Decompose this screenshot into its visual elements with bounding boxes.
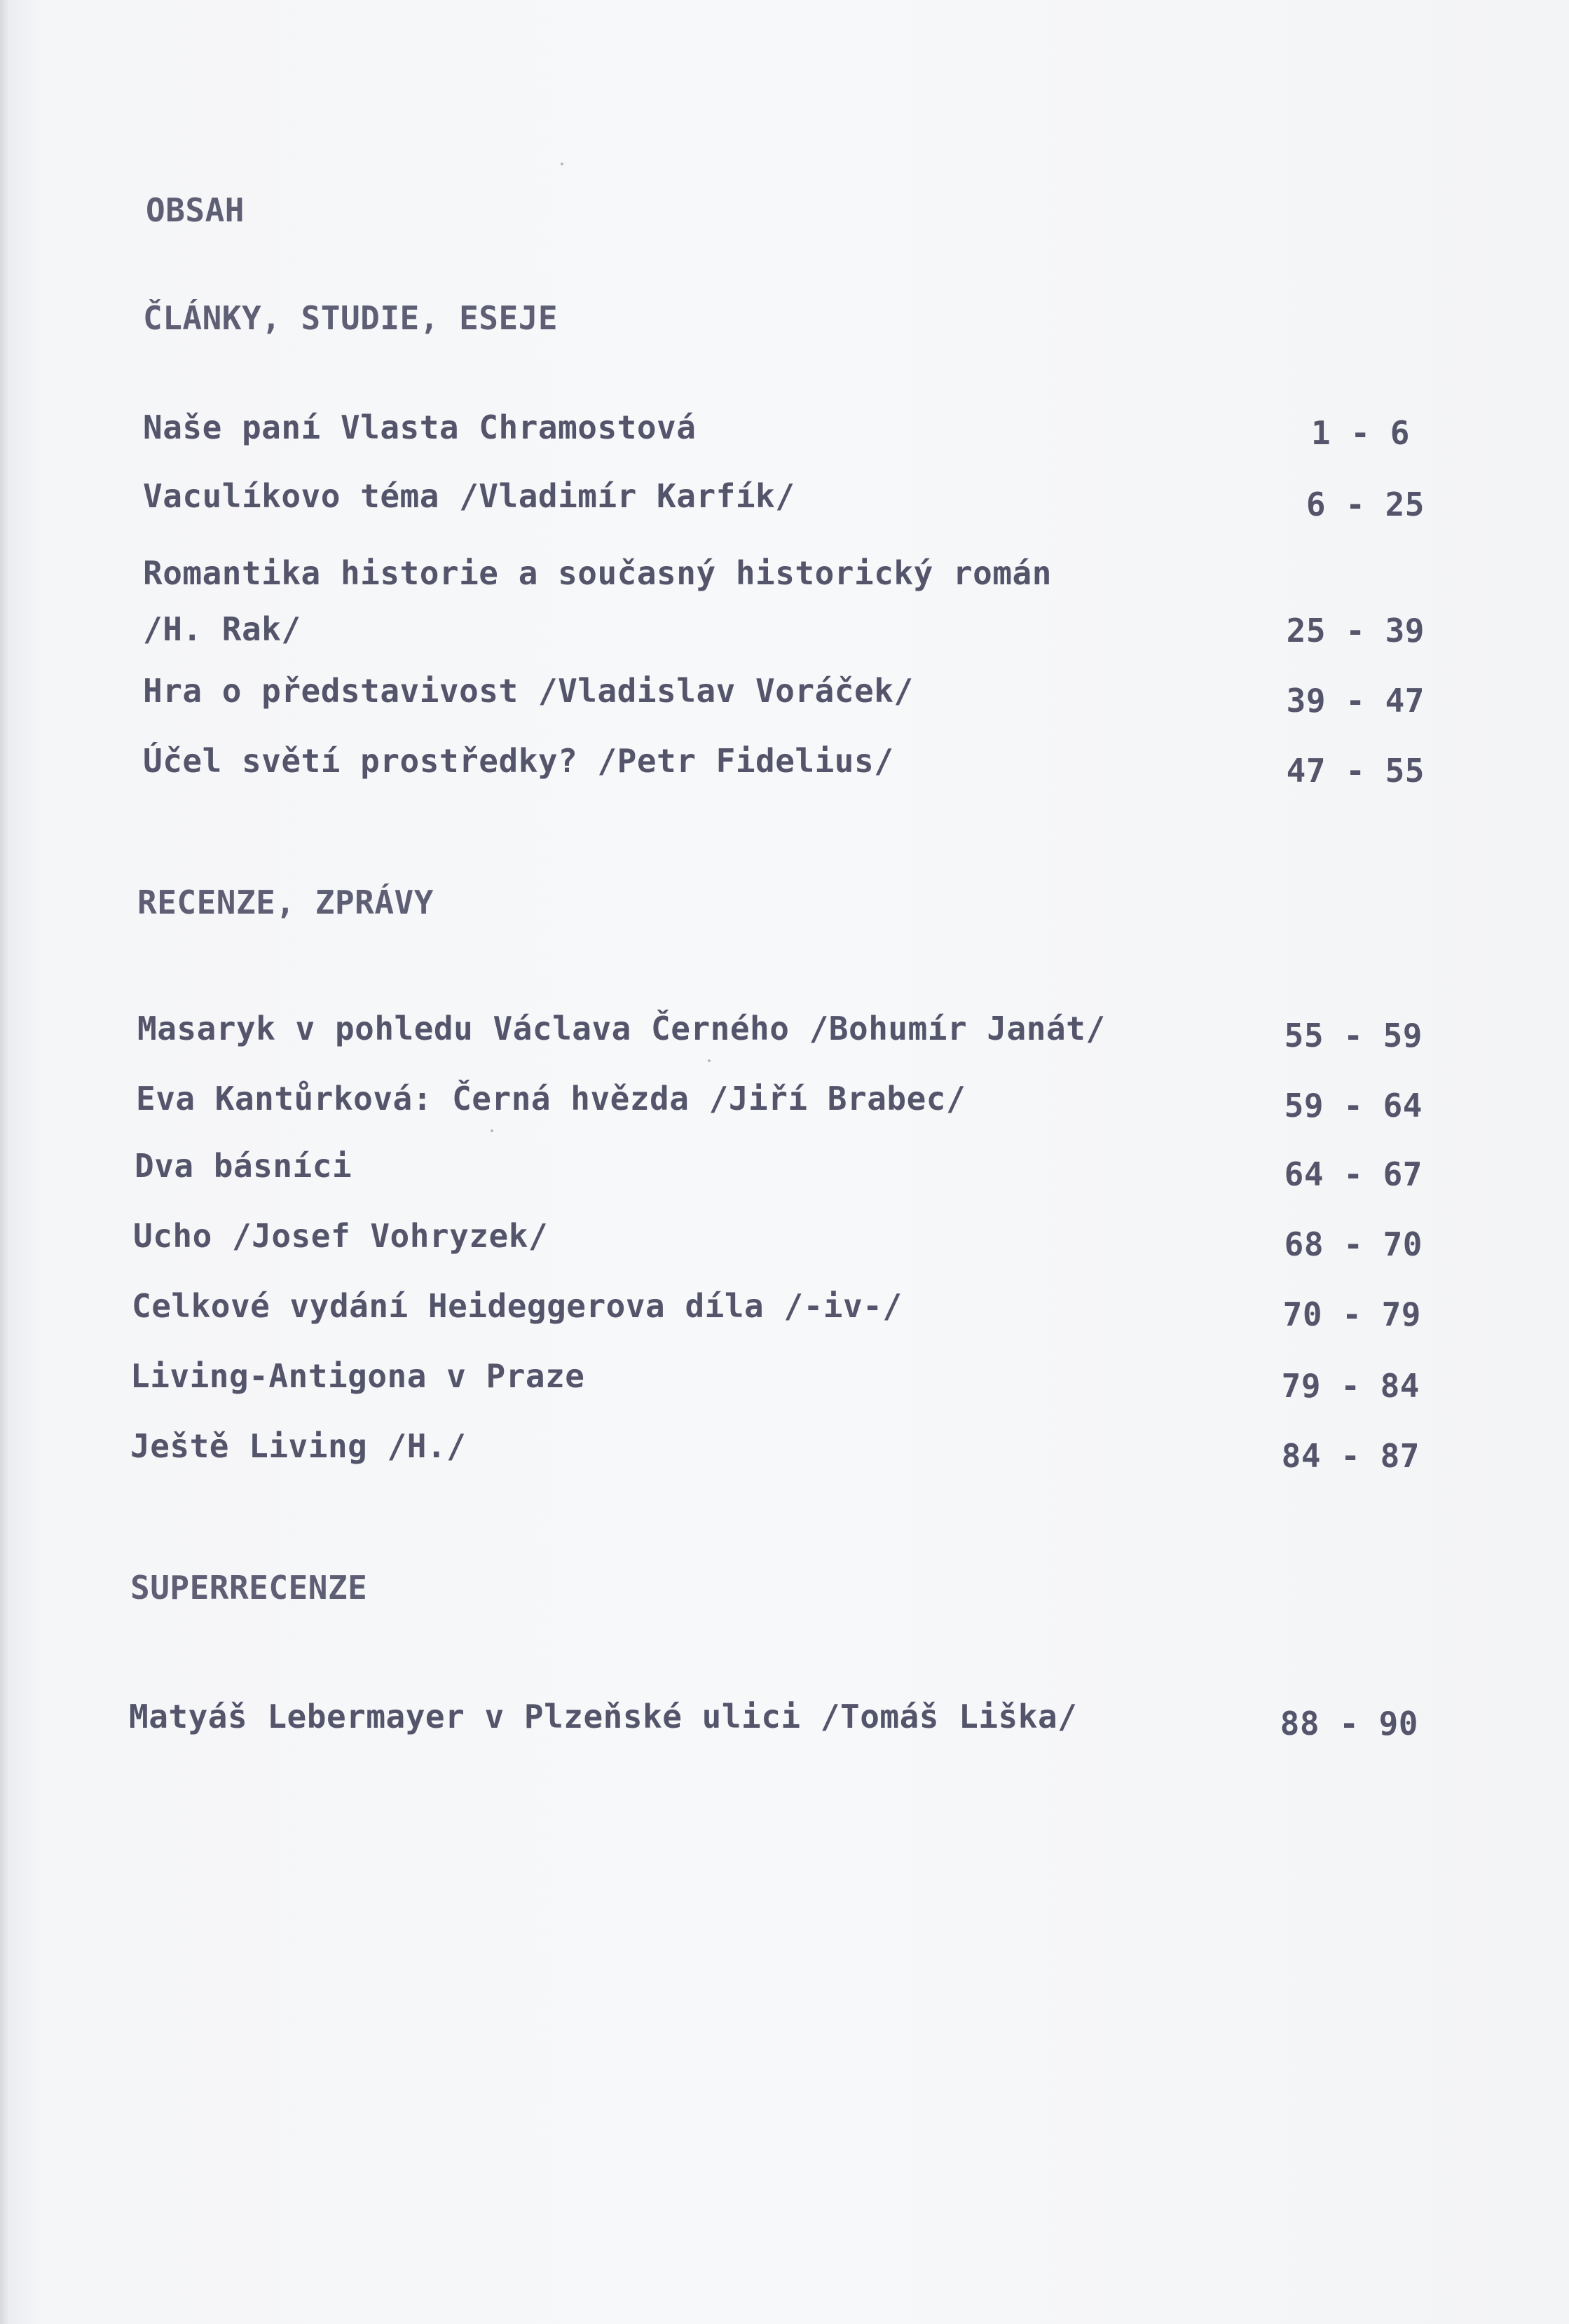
section-heading: SUPERRECENZE — [130, 1569, 368, 1607]
toc-entry-title: Living-Antigona v Praze — [130, 1357, 585, 1395]
toc-entry-pages: 68 - 70 — [1284, 1225, 1423, 1263]
toc-entry-title: Romantika historie a současný historický román /H. Rak/ — [143, 554, 1052, 648]
toc-entry-pages: 1 - 6 — [1311, 414, 1410, 452]
section-heading: ČLÁNKY, STUDIE, ESEJE — [143, 299, 559, 337]
paper-speck — [561, 163, 563, 165]
toc-entry-pages: 64 - 67 — [1284, 1155, 1423, 1193]
toc-entry-title: Dva básníci — [135, 1147, 352, 1185]
paper-speck — [491, 1129, 493, 1132]
toc-entry-title: Masaryk v pohledu Václava Černého /Bohumír Janát/ — [137, 1010, 1106, 1047]
toc-entry-pages: 39 - 47 — [1286, 682, 1425, 720]
toc-entry-pages: 6 - 25 — [1306, 486, 1425, 523]
toc-entry-title: Hra o představivost /Vladislav Voráček/ — [143, 672, 914, 710]
toc-entry-pages: 88 - 90 — [1280, 1705, 1418, 1742]
section-heading: RECENZE, ZPRÁVY — [137, 883, 434, 921]
toc-entry-pages: 55 - 59 — [1284, 1017, 1423, 1054]
toc-entry-title: Naše paní Vlasta Chramostová — [143, 408, 697, 446]
toc-entry-title: Ucho /Josef Vohryzek/ — [133, 1217, 549, 1255]
toc-entry-title: Eva Kantůrková: Černá hvězda /Jiří Brabec/ — [136, 1080, 966, 1118]
toc-entry-pages: 47 - 55 — [1286, 752, 1425, 790]
toc-entry-pages: 79 - 84 — [1281, 1367, 1420, 1405]
contents-title: OBSAH — [146, 191, 245, 229]
toc-entry-pages: 59 - 64 — [1284, 1087, 1423, 1125]
toc-entry-title: Ještě Living /H./ — [130, 1427, 467, 1465]
page-edge-shadow — [0, 0, 10, 2324]
paper-speck — [708, 1059, 711, 1062]
toc-entry-title: Vaculíkovo téma /Vladimír Karfík/ — [143, 477, 795, 515]
toc-entry-pages: 84 - 87 — [1281, 1437, 1420, 1475]
toc-entry-title: Matyáš Lebermayer v Plzeňské ulici /Tomáš Liška/ — [129, 1698, 1078, 1735]
toc-entry-pages: 70 - 79 — [1282, 1295, 1421, 1333]
toc-entry-pages: 25 - 39 — [1286, 612, 1425, 649]
toc-entry-title: Celkové vydání Heideggerova díla /-iv-/ — [132, 1287, 903, 1325]
toc-entry-title: Účel světí prostředky? /Petr Fidelius/ — [143, 742, 894, 780]
